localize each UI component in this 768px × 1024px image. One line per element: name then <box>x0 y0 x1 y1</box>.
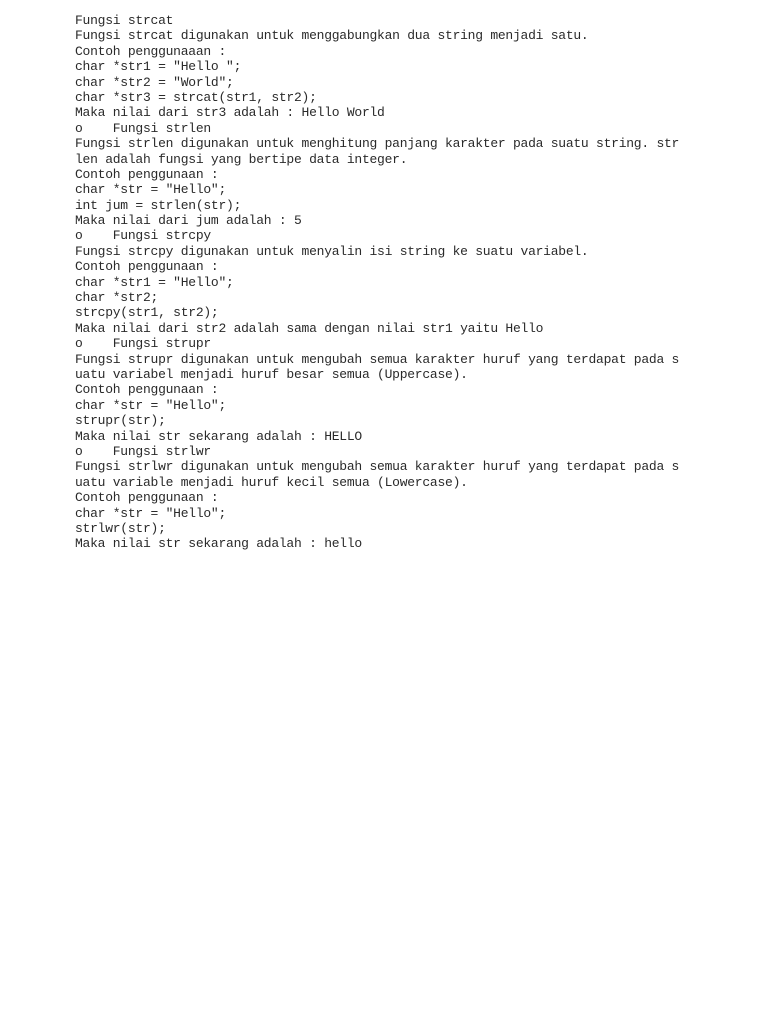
section-title-strlen: o Fungsi strlen <box>75 120 211 136</box>
text-line: uatu variabel menjadi huruf besar semua (Uppercase). <box>75 366 468 382</box>
code-line: char *str1 = "Hello"; <box>75 274 234 290</box>
text-line: uatu variable menjadi huruf kecil semua (Lowercase). <box>75 474 468 490</box>
code-line: char *str1 = "Hello "; <box>75 59 242 75</box>
code-line: char *str = "Hello"; <box>75 505 227 521</box>
text-line: Maka nilai dari str3 adalah : Hello World <box>75 105 385 121</box>
text-line: Fungsi strlwr digunakan untuk mengubah semua karakter huruf yang terdapat pada s <box>75 459 680 475</box>
code-line: char *str2 = "World"; <box>75 74 234 90</box>
text-line: Maka nilai str sekarang adalah : HELLO <box>75 428 362 444</box>
code-line: char *str3 = strcat(str1, str2); <box>75 89 317 105</box>
code-line: char *str = "Hello"; <box>75 397 227 413</box>
text-line: Fungsi strlen digunakan untuk menghitung panjang karakter pada suatu string. str <box>75 136 680 152</box>
code-line: int jum = strlen(str); <box>75 197 242 213</box>
code-line: char *str = "Hello"; <box>75 182 227 198</box>
text-line: Contoh penggunaan : <box>75 382 219 398</box>
section-title-strupr: o Fungsi strupr <box>75 336 211 352</box>
code-line: char *str2; <box>75 290 159 306</box>
section-title-strcat: Fungsi strcat <box>75 13 174 28</box>
text-line: Contoh penggunaan : <box>75 166 219 182</box>
code-line: strlwr(str); <box>75 520 166 536</box>
text-line: Maka nilai dari str2 adalah sama dengan nilai str1 yaitu Hello <box>75 320 544 336</box>
text-line: Fungsi strupr digunakan untuk mengubah semua karakter huruf yang terdapat pada s <box>75 351 680 367</box>
code-line: strupr(str); <box>75 413 166 429</box>
text-line: Fungsi strcpy digunakan untuk menyalin isi string ke suatu variabel. <box>75 243 589 259</box>
text-line: Contoh penggunaaan : <box>75 43 227 59</box>
text-line: Maka nilai dari jum adalah : 5 <box>75 213 302 229</box>
text-line: Contoh penggunaan : <box>75 490 219 506</box>
text-line: Maka nilai str sekarang adalah : hello <box>75 536 362 552</box>
document-page <box>75 13 735 552</box>
code-line: strcpy(str1, str2); <box>75 305 219 321</box>
section-title-strlwr: o Fungsi strlwr <box>75 443 211 459</box>
text-line: len adalah fungsi yang bertipe data integer. <box>75 151 408 167</box>
text-line: Fungsi strcat digunakan untuk menggabungkan dua string menjadi satu. <box>75 28 589 44</box>
section-title-strcpy: o Fungsi strcpy <box>75 228 211 244</box>
text-line: Contoh penggunaan : <box>75 259 219 275</box>
